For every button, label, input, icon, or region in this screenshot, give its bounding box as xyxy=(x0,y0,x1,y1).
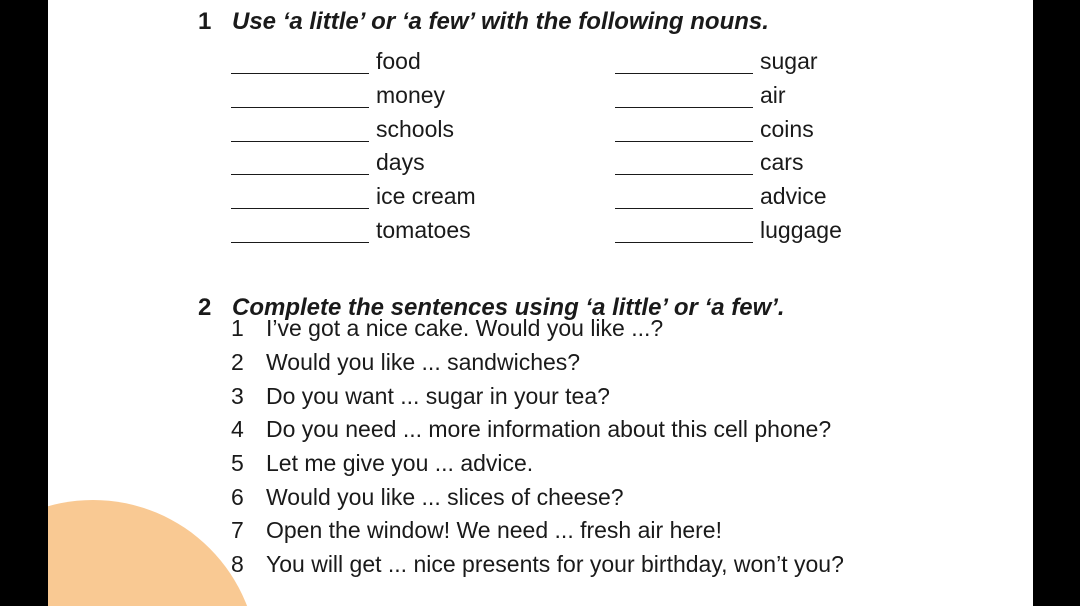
answer-blank[interactable] xyxy=(615,220,753,243)
noun-label: air xyxy=(760,82,786,108)
sentence-number: 5 xyxy=(231,450,244,476)
exercise-1-heading xyxy=(198,8,769,36)
answer-blank[interactable] xyxy=(615,85,753,108)
answer-blank[interactable] xyxy=(231,119,369,142)
sentence-number: 3 xyxy=(231,383,244,409)
sentence-number: 1 xyxy=(231,315,244,341)
noun-label: sugar xyxy=(760,48,818,74)
sentence-item xyxy=(231,448,533,478)
noun-row xyxy=(231,48,421,74)
exercise-2-instruction: Complete the sentences using ‘a little’ or ‘a few’. xyxy=(232,294,785,321)
exercise-1-number: 1 xyxy=(198,8,212,35)
answer-blank[interactable] xyxy=(231,85,369,108)
noun-row xyxy=(615,116,814,142)
noun-label: days xyxy=(376,149,425,175)
noun-row xyxy=(615,183,826,209)
sentence-text: Would you like ... sandwiches? xyxy=(266,349,581,375)
noun-label: food xyxy=(376,48,421,74)
noun-row xyxy=(615,149,803,175)
noun-row xyxy=(231,82,445,108)
sentence-item xyxy=(231,414,831,444)
sentence-number: 8 xyxy=(231,551,244,577)
noun-row xyxy=(231,217,471,243)
answer-blank[interactable] xyxy=(231,186,369,209)
sentence-text: Let me give you ... advice. xyxy=(266,450,534,476)
noun-label: luggage xyxy=(760,217,842,243)
answer-blank[interactable] xyxy=(615,186,753,209)
sentence-text: Do you want ... sugar in your tea? xyxy=(266,383,610,409)
answer-blank[interactable] xyxy=(231,152,369,175)
sentence-item xyxy=(231,381,610,411)
sentence-item xyxy=(231,313,663,343)
noun-label: schools xyxy=(376,116,454,142)
noun-label: ice cream xyxy=(376,183,476,209)
noun-row xyxy=(231,149,425,175)
answer-blank[interactable] xyxy=(231,51,369,74)
sentence-text: Open the window! We need ... fresh air here! xyxy=(266,517,722,543)
sentence-item xyxy=(231,482,624,512)
sentence-item xyxy=(231,549,844,579)
sentence-text: I’ve got a nice cake. Would you like ...? xyxy=(266,315,664,341)
sentence-number: 7 xyxy=(231,517,244,543)
noun-label: cars xyxy=(760,149,804,175)
noun-row xyxy=(231,116,454,142)
sentence-text: Would you like ... slices of cheese? xyxy=(266,484,624,510)
answer-blank[interactable] xyxy=(231,220,369,243)
decorative-corner-shape xyxy=(48,500,258,606)
answer-blank[interactable] xyxy=(615,152,753,175)
noun-label: tomatoes xyxy=(376,217,471,243)
noun-row xyxy=(231,183,476,209)
sentence-number: 2 xyxy=(231,349,244,375)
noun-row xyxy=(615,82,786,108)
sentence-item xyxy=(231,515,722,545)
answer-blank[interactable] xyxy=(615,51,753,74)
noun-row xyxy=(615,217,842,243)
worksheet-page xyxy=(48,0,1033,606)
exercise-2-number: 2 xyxy=(198,294,212,321)
exercise-1-instruction: Use ‘a little’ or ‘a few’ with the following nouns. xyxy=(232,8,769,35)
sentence-number: 6 xyxy=(231,484,244,510)
noun-label: money xyxy=(376,82,446,108)
noun-row xyxy=(615,48,818,74)
noun-label: coins xyxy=(760,116,814,142)
sentence-number: 4 xyxy=(231,416,244,442)
sentence-text: Do you need ... more information about this cell phone? xyxy=(266,416,832,442)
sentence-text: You will get ... nice presents for your birthday, won’t you? xyxy=(266,551,844,577)
noun-label: advice xyxy=(760,183,827,209)
sentence-item xyxy=(231,347,580,377)
answer-blank[interactable] xyxy=(615,119,753,142)
